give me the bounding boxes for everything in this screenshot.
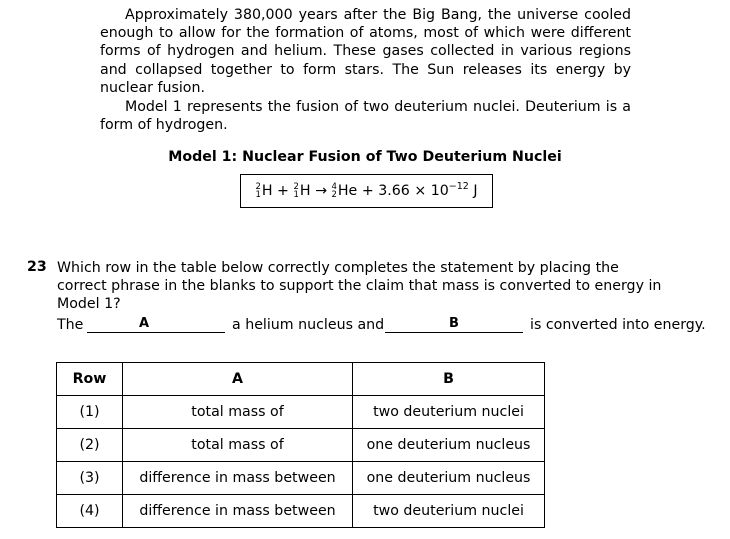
statement-part-3: is converted into energy. — [530, 317, 706, 333]
statement-part-1: The — [57, 317, 84, 333]
intro-paragraph-1: Approximately 380,000 years after the Big Bang, the universe cooled enough to allow for the formation of atoms, most of which were different forms of hydrogen and helium. These gases collected in various regions and collapsed together to form stars. The Sun releases its energy by nuclear fusion. — [100, 7, 631, 96]
reactant-1: 2 1 H — [255, 181, 273, 200]
intro-paragraph-2: Model 1 represents the fusion of two deuterium nuclei. Deuterium is a form of hydrogen. — [100, 99, 631, 134]
blank-a: A — [87, 316, 225, 333]
table-row — [57, 495, 545, 528]
cell-b: two deuterium nuclei — [353, 495, 545, 528]
cell-a: difference in mass between — [123, 495, 353, 528]
plus-sign: + — [277, 183, 289, 199]
fusion-equation — [240, 174, 493, 208]
header-row: Row — [57, 363, 123, 396]
header-a: A — [123, 363, 353, 396]
arrow-icon: → — [315, 183, 327, 199]
statement-part-2: a helium nucleus and — [232, 317, 385, 333]
row-number: (2) — [57, 429, 123, 462]
question-text: Which row in the table below correctly completes the statement by placing the correct phrase in the blanks to support the claim that mass is converted to energy in Model 1? — [57, 260, 662, 313]
question-number: 23 — [27, 259, 47, 275]
answer-table — [56, 362, 545, 528]
plus-sign: + — [361, 183, 374, 199]
model-title: Model 1: Nuclear Fusion of Two Deuterium Nuclei — [168, 149, 562, 165]
cell-a: total mass of — [123, 396, 353, 429]
table-row — [57, 396, 545, 429]
product: 4 2 He — [331, 181, 358, 200]
cell-b: one deuterium nucleus — [353, 462, 545, 495]
row-number: (4) — [57, 495, 123, 528]
header-b: B — [353, 363, 545, 396]
cell-a: total mass of — [123, 429, 353, 462]
blank-b: B — [385, 316, 523, 333]
cell-b: two deuterium nuclei — [353, 396, 545, 429]
cell-b: one deuterium nucleus — [353, 429, 545, 462]
reactant-2: 2 1 H — [293, 181, 311, 200]
table-row — [57, 429, 545, 462]
table-header-row — [57, 363, 545, 396]
statement — [0, 316, 730, 336]
table-row — [57, 462, 545, 495]
cell-a: difference in mass between — [123, 462, 353, 495]
energy-value: $3.66 \times 10^{-12}$ J — [378, 181, 478, 199]
row-number: (3) — [57, 462, 123, 495]
row-number: (1) — [57, 396, 123, 429]
